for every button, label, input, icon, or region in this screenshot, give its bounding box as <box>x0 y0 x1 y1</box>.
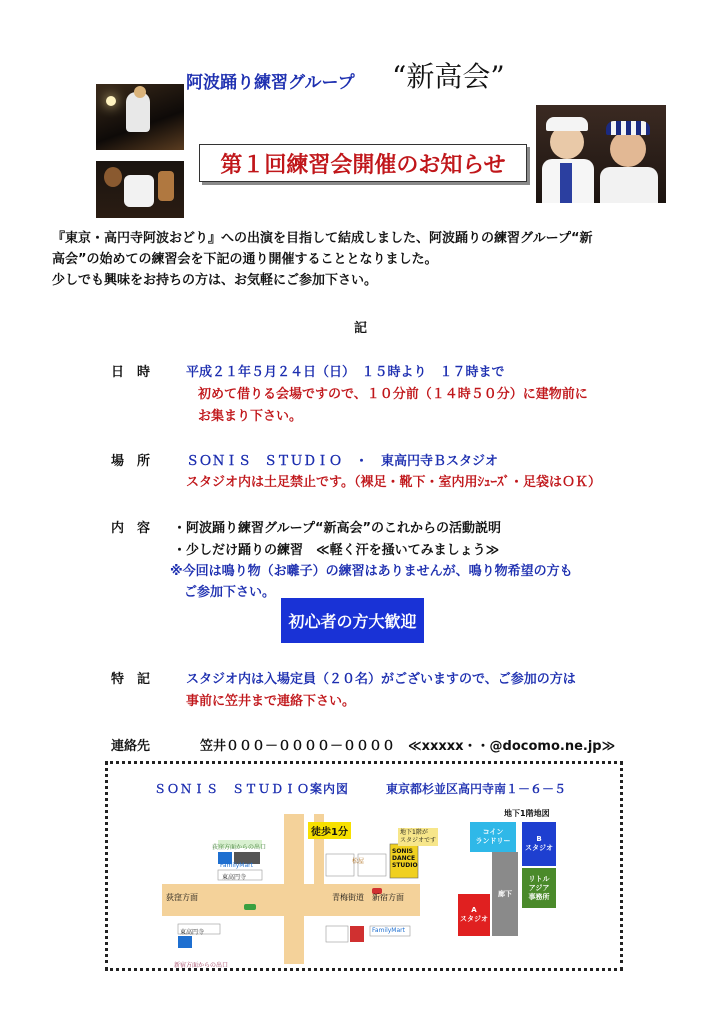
street-direction-label: 青梅街道 新宿方面 <box>332 893 404 902</box>
ki-heading: 記 <box>354 321 368 336</box>
familymart-top-label: FamilyMart <box>220 862 253 869</box>
exit-bottom-label: 新宿方面からの出口 <box>174 962 229 969</box>
intro-line-1: 『東京・高円寺阿波おどり』への出演を目指して結成しました、阿波踊りの練習グループ“新 <box>52 231 593 246</box>
content-item-1: ・阿波踊り練習グループ“新高会”のこれからの活動説明 <box>173 521 502 536</box>
station-bottom-label: 東高円寺 <box>180 929 205 936</box>
notice-banner <box>199 144 527 182</box>
festival-photo-top-left <box>96 84 184 150</box>
beginners-welcome-banner <box>281 598 424 643</box>
basement-map-title: 地下1階地図 <box>504 809 550 818</box>
content-item-2: ・少しだけ踊りの練習 ≪軽く汗を掻いてみましょう≫ <box>173 543 500 558</box>
downstairs-label: 地下1階が スタジオです <box>400 829 437 844</box>
members-photo-right <box>536 105 666 203</box>
intro-line-3: 少しでも興味をお持ちの方は、お気軽にご参加下さい。 <box>52 273 378 288</box>
contact-value: 笠井０００－００００－００００ ≪xxxxx・・@docomo.ne.jp≫ <box>200 739 616 754</box>
datetime-note-1: 初めて借りる会場ですので、１０分前（１４時５０分）に建物前に <box>198 387 588 402</box>
familymart-bottom-label: FamilyMart <box>372 927 405 934</box>
special-line-1: スタジオ内は入場定員（２０名）がございますので、ご参加の方は <box>186 672 576 687</box>
special-line-2: 事前に笠井まで連絡下さい。 <box>186 694 356 709</box>
west-direction-label: 荻窪方面 <box>166 893 198 902</box>
place-label: 場 所 <box>111 454 151 469</box>
b-studio-room: B スタジオ <box>522 822 556 866</box>
little-asia-office: リトル アジア 事務所 <box>522 868 556 908</box>
map-title: ＳＯＮＩＳ ＳＴＵＤＩＯ案内図 <box>154 782 350 796</box>
content-label: 内 容 <box>111 521 151 536</box>
walk-time-label: 徒歩1分 <box>308 822 351 839</box>
content-note-1: ※今回は鳴り物（お囃子）の練習はありませんが、鳴り物希望の方も <box>170 564 573 579</box>
exit-top-label: 荻窪方面からの出口 <box>212 844 267 851</box>
beginners-welcome-text: 初心者の方大歓迎 <box>288 612 417 631</box>
coin-laundry-room: コイン ランドリー <box>470 822 516 852</box>
special-label: 特 記 <box>111 672 151 687</box>
station-top-label: 東高円寺 <box>222 874 247 881</box>
street-map <box>158 814 428 964</box>
place-value: ＳＯＮＩＳ ＳＴＵＤＩＯ ・ 東高円寺Ｂスタジオ <box>186 454 499 469</box>
contact-label: 連絡先 <box>111 739 151 754</box>
access-map <box>105 761 623 971</box>
festival-photo-bottom-left <box>96 161 184 218</box>
group-title: “新高会” <box>392 60 505 93</box>
group-name: 阿波踊り練習グループ <box>186 73 355 93</box>
place-note: スタジオ内は土足禁止です。（裸足・靴下・室内用ｼｭｰｽﾞ・足袋はＯＫ） <box>186 475 601 490</box>
intro-line-2: 高会”の始めての練習会を下記の通り開催することとなりました。 <box>52 252 438 267</box>
content-note-2: ご参加下さい。 <box>184 585 276 600</box>
map-address: 東京都杉並区高円寺南１－６－５ <box>386 782 567 796</box>
notice-title: 第１回練習会開催のお知らせ <box>220 151 506 178</box>
a-studio-room: A スタジオ <box>458 894 490 936</box>
datetime-note-2: お集まり下さい。 <box>198 409 303 424</box>
matsuya-label: 松屋 <box>352 858 365 865</box>
corridor-area: 廊下 <box>492 852 518 936</box>
datetime-label: 日 時 <box>111 365 151 380</box>
datetime-value: 平成２１年５月２４日（日） １５時より １７時まで <box>186 365 505 380</box>
studio-sign-label: SONIS DANCE STUDIO <box>392 848 418 869</box>
